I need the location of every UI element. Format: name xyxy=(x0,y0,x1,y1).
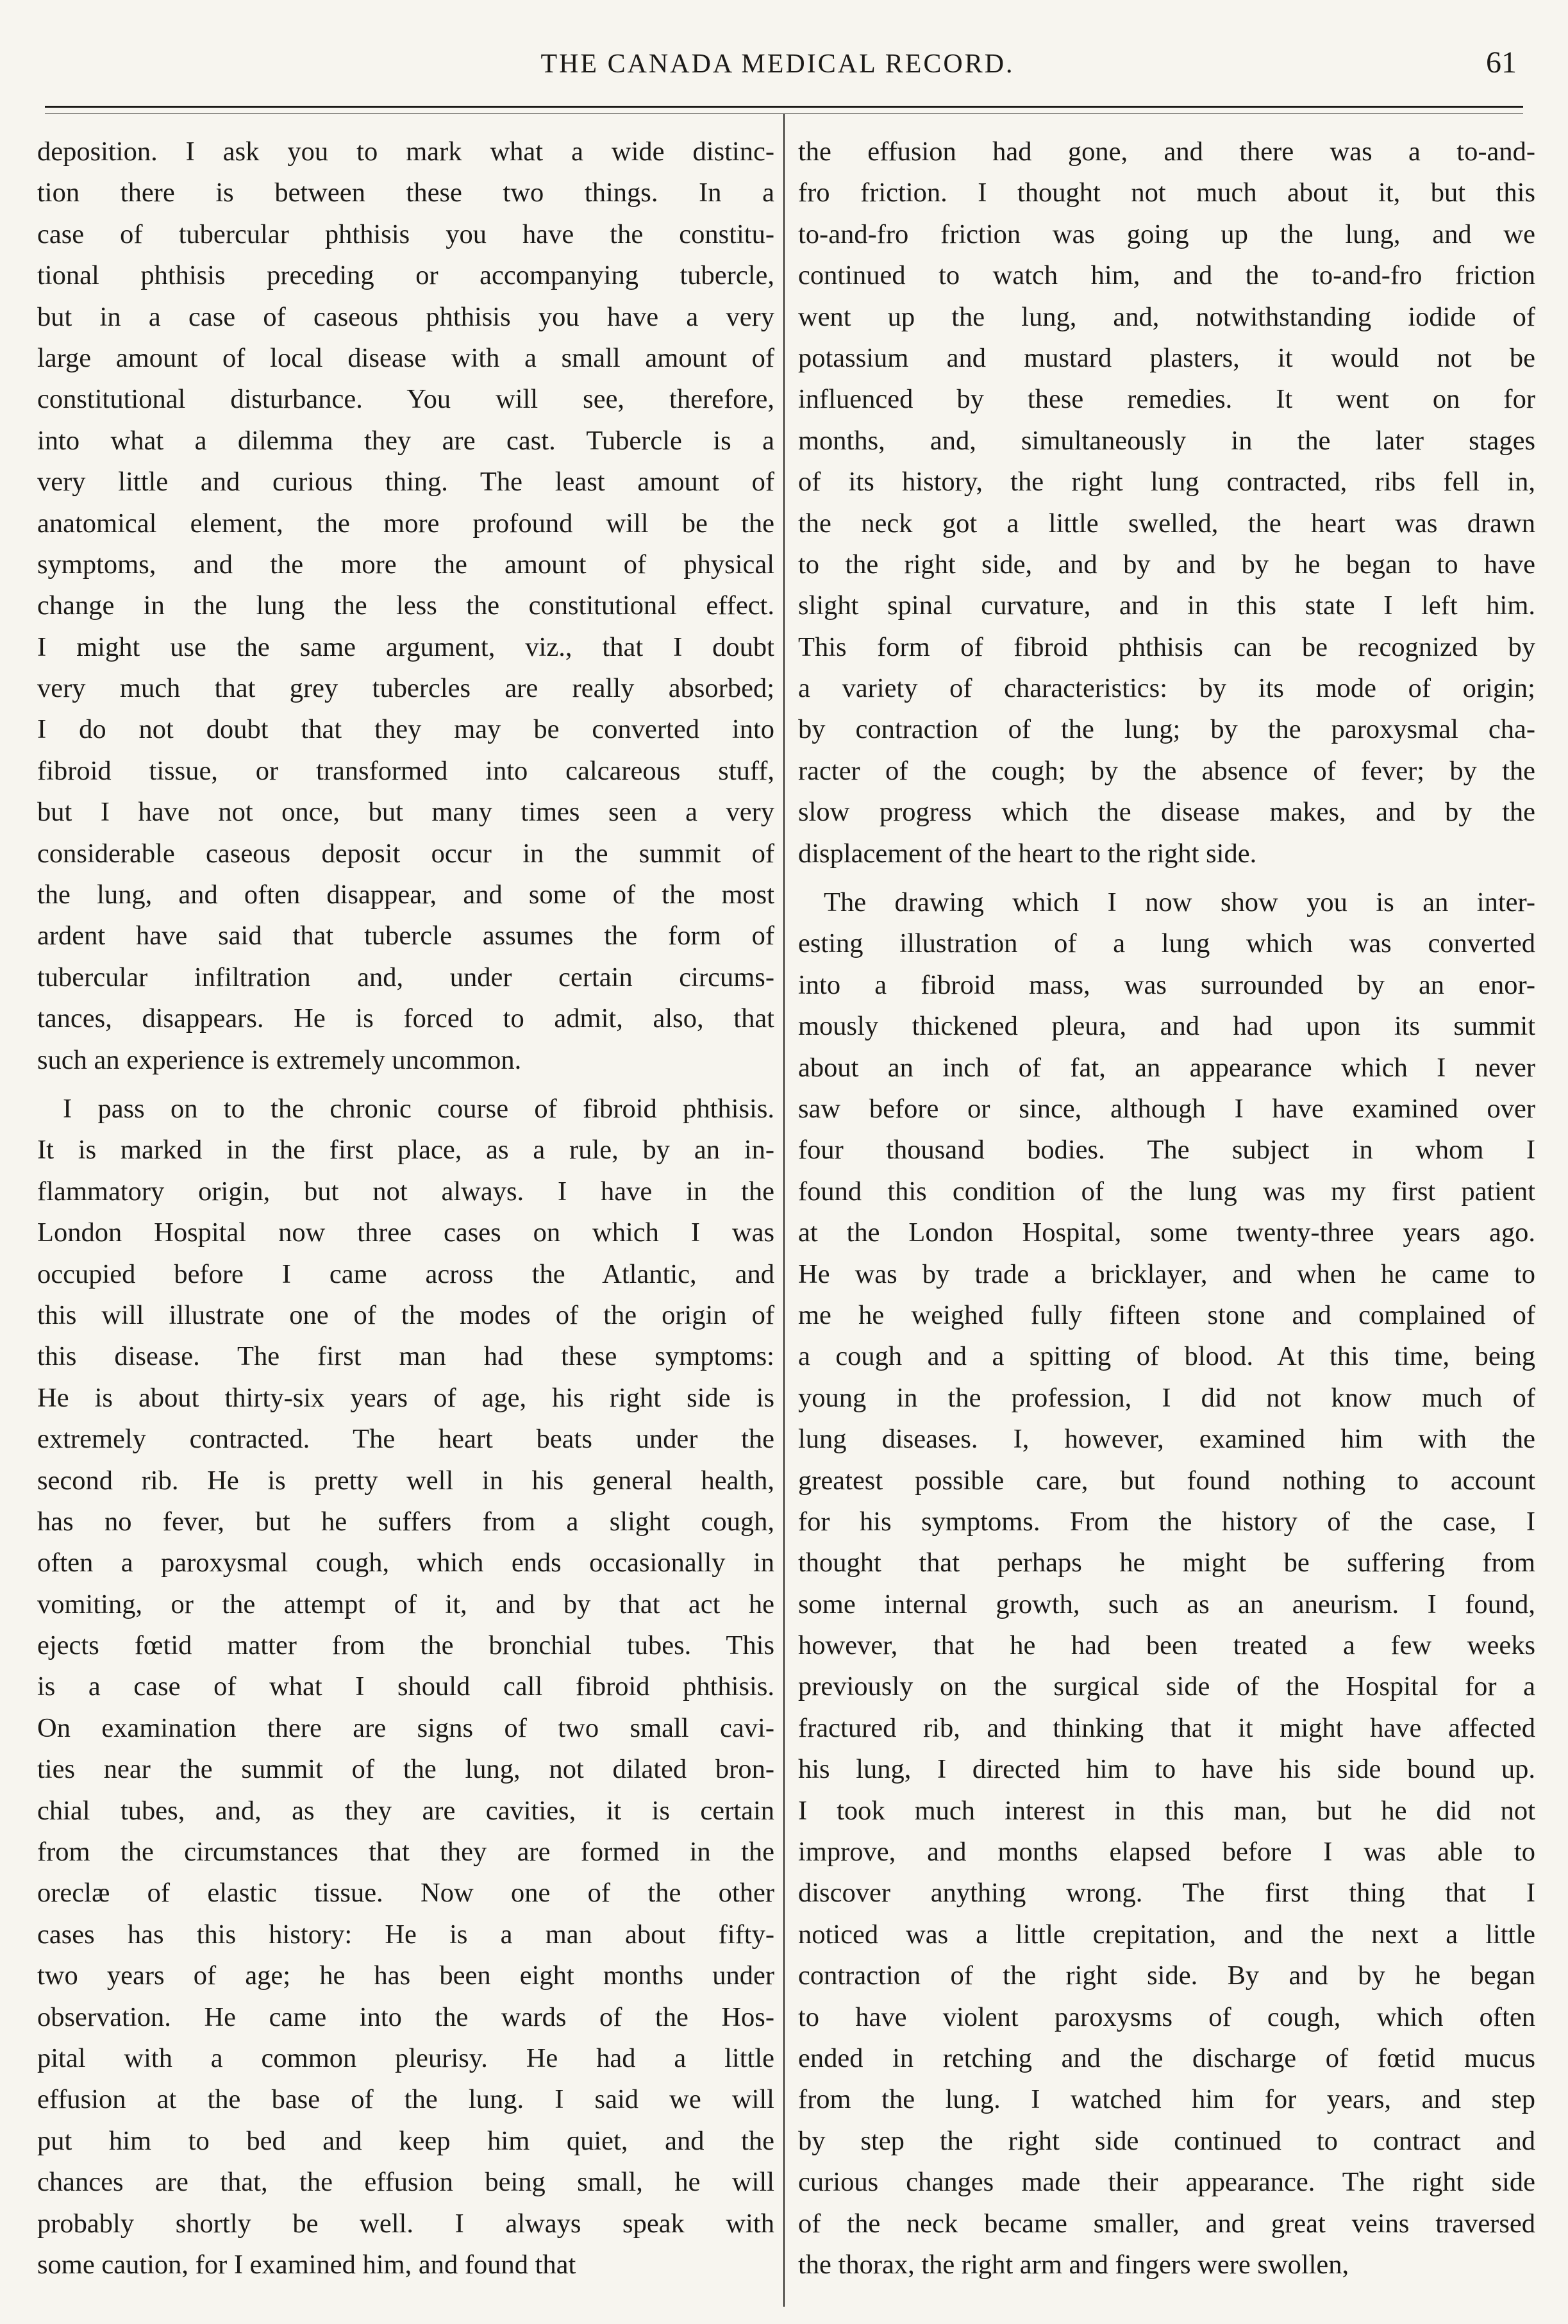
text-line: has no fever, but he suffers from a slight cough, xyxy=(37,1506,774,1537)
text-line: large amount of local disease with a small amount of xyxy=(37,342,774,373)
text-line: extremely contracted. The heart beats under the xyxy=(37,1424,774,1455)
page-number: 61 xyxy=(1486,46,1517,79)
text-line: about an inch of fat, an appearance which I never xyxy=(798,1052,1535,1083)
text-line: fibroid tissue, or transformed into calcareous stuff, xyxy=(37,755,774,786)
text-line: by step the right side continued to contract and xyxy=(798,2125,1535,2156)
text-line: chial tubes, and, as they are cavities, it is certain xyxy=(37,1795,774,1826)
text-line: but in a case of caseous phthisis you have a very xyxy=(37,301,774,332)
left-column xyxy=(37,131,774,2286)
text-line: at the London Hospital, some twenty-three years ago. xyxy=(798,1217,1535,1248)
text-line: second rib. He is pretty well in his general health, xyxy=(37,1465,774,1496)
paragraph-gap xyxy=(798,874,1535,882)
text-line: tances, disappears. He is forced to admit, also, that xyxy=(37,1003,774,1034)
text-line: to the right side, and by and by he began to have xyxy=(798,549,1535,580)
text-line: four thousand bodies. The subject in whom I xyxy=(798,1135,1535,1166)
text-line: tional phthisis preceding or accompanying tubercle, xyxy=(37,260,774,291)
text-line: lung diseases. I, however, examined him with the xyxy=(798,1424,1535,1455)
text-line: On examination there are signs of two small cavi- xyxy=(37,1712,774,1743)
text-line: into what a dilemma they are cast. Tubercle is a xyxy=(37,425,774,456)
text-line: case of tubercular phthisis you have the constitu- xyxy=(37,219,774,249)
text-line: tion there is between these two things. In a xyxy=(37,178,774,208)
text-line: probably shortly be well. I always speak with xyxy=(37,2208,774,2239)
text-line: anatomical element, the more profound will be the xyxy=(37,508,774,539)
text-line: observation. He came into the wards of the Hos- xyxy=(37,2002,774,2032)
text-line: me he weighed fully fifteen stone and complained of xyxy=(798,1300,1535,1330)
text-line: I pass on to the chronic course of fibroid phthisis. xyxy=(63,1093,774,1124)
text-line: mously thickened pleura, and had upon its summit xyxy=(798,1011,1535,1042)
text-line: of its history, the right lung contracted, ribs fell in, xyxy=(798,467,1535,497)
text-line: oreclæ of elastic tissue. Now one of the other xyxy=(37,1878,774,1909)
text-line: This form of fibroid phthisis can be recognized by xyxy=(798,631,1535,662)
text-line: the effusion had gone, and there was a to-and- xyxy=(798,137,1535,167)
text-line: improve, and months elapsed before I was able to xyxy=(798,1837,1535,1868)
text-line: this disease. The first man had these symptoms: xyxy=(37,1341,774,1372)
text-line: however, that he had been treated a few weeks xyxy=(798,1630,1535,1661)
text-line: went up the lung, and, notwithstanding iodide of xyxy=(798,301,1535,332)
text-line: months, and, simultaneously in the later stages xyxy=(798,425,1535,456)
text-line: constitutional disturbance. You will see, therefore, xyxy=(37,384,774,415)
text-line: to have violent paroxysms of cough, which often xyxy=(798,2002,1535,2032)
text-line: for his symptoms. From the history of the case, I xyxy=(798,1506,1535,1537)
text-line: He is about thirty-six years of age, his right side is xyxy=(37,1382,774,1413)
text-line: London Hospital now three cases on which I was xyxy=(37,1217,774,1248)
text-line: the lung, and often disappear, and some of the most xyxy=(37,880,774,910)
column-divider xyxy=(783,114,785,2307)
text-line: thought that perhaps he might be suffering from xyxy=(798,1548,1535,1578)
text-line: from the lung. I watched him for years, and step xyxy=(798,2084,1535,2115)
paragraph xyxy=(798,131,1535,874)
text-line: symptoms, and the more the amount of physical xyxy=(37,549,774,580)
text-line: continued to watch him, and the to-and-fro friction xyxy=(798,260,1535,291)
text-line: cases has this history: He is a man about fifty- xyxy=(37,1919,774,1950)
text-line: pital with a common pleurisy. He had a little xyxy=(37,2043,774,2073)
text-line: slow progress which the disease makes, and by the xyxy=(798,797,1535,828)
text-line: I took much interest in this man, but he did not xyxy=(798,1795,1535,1826)
text-line: a variety of characteristics: by its mode of origin; xyxy=(798,673,1535,704)
text-line: noticed was a little crepitation, and the next a little xyxy=(798,1919,1535,1950)
text-line: fro friction. I thought not much about it, but this xyxy=(798,178,1535,208)
text-line: flammatory origin, but not always. I have in the xyxy=(37,1176,774,1207)
text-line: displacement of the heart to the right side. xyxy=(798,838,1257,869)
text-line: curious changes made their appearance. The right side xyxy=(798,2167,1535,2198)
text-line: from the circumstances that they are formed in the xyxy=(37,1837,774,1868)
text-line: often a paroxysmal cough, which ends occasionally in xyxy=(37,1548,774,1578)
text-line: but I have not once, but many times seen a very xyxy=(37,797,774,828)
text-line: contraction of the right side. By and by he began xyxy=(798,1960,1535,1991)
text-line: such an experience is extremely uncommon. xyxy=(37,1044,522,1075)
text-line: tubercular infiltration and, under certain circums- xyxy=(37,962,774,992)
paragraph-gap xyxy=(37,1081,774,1089)
text-line: by contraction of the lung; by the paroxysmal cha- xyxy=(798,714,1535,745)
paragraph xyxy=(37,131,774,1081)
text-line: He was by trade a bricklayer, and when he came to xyxy=(798,1258,1535,1289)
page-header xyxy=(38,45,1517,90)
text-line: found this condition of the lung was my first patient xyxy=(798,1176,1535,1207)
text-line: very little and curious thing. The least amount of xyxy=(37,467,774,497)
text-line: greatest possible care, but found nothing to account xyxy=(798,1465,1535,1496)
text-line: potassium and mustard plasters, it would not be xyxy=(798,342,1535,373)
text-line: previously on the surgical side of the Hospital for a xyxy=(798,1671,1535,1702)
text-line: chances are that, the effusion being small, he will xyxy=(37,2167,774,2198)
text-line: ejects fœtid matter from the bronchial tubes. This xyxy=(37,1630,774,1661)
text-line: put him to bed and keep him quiet, and the xyxy=(37,2125,774,2156)
text-line: of the neck became smaller, and great veins traversed xyxy=(798,2208,1535,2239)
text-line: effusion at the base of the lung. I said we will xyxy=(37,2084,774,2115)
text-line: ended in retching and the discharge of fœtid mucus xyxy=(798,2043,1535,2073)
text-line: the thorax, the right arm and fingers were swollen, xyxy=(798,2249,1349,2280)
text-line: esting illustration of a lung which was converted xyxy=(798,928,1535,959)
text-line: It is marked in the first place, as a rule, by an in- xyxy=(37,1135,774,1166)
text-line: some caution, for I examined him, and found that xyxy=(37,2249,576,2280)
text-line: fractured rib, and thinking that it might have affected xyxy=(798,1712,1535,1743)
text-line: two years of age; he has been eight months under xyxy=(37,1960,774,1991)
text-line: his lung, I directed him to have his side bound up. xyxy=(798,1754,1535,1785)
text-line: some internal growth, such as an aneurism. I found, xyxy=(798,1589,1535,1619)
text-line: to-and-fro friction was going up the lung, and we xyxy=(798,219,1535,249)
text-line: influenced by these remedies. It went on for xyxy=(798,384,1535,415)
text-line: I might use the same argument, viz., that I doubt xyxy=(37,631,774,662)
paragraph xyxy=(37,1089,774,2286)
text-line: is a case of what I should call fibroid phthisis. xyxy=(37,1671,774,1702)
text-line: the neck got a little swelled, the heart was drawn xyxy=(798,508,1535,539)
text-line: slight spinal curvature, and in this state I left him. xyxy=(798,590,1535,621)
text-line: considerable caseous deposit occur in the summit of xyxy=(37,838,774,869)
text-line: change in the lung the less the constitutional effect. xyxy=(37,590,774,621)
text-line: I do not doubt that they may be converted into xyxy=(37,714,774,745)
text-line: this will illustrate one of the modes of the origin of xyxy=(37,1300,774,1330)
text-line: discover anything wrong. The first thing that I xyxy=(798,1878,1535,1909)
running-title: THE CANADA MEDICAL RECORD. xyxy=(540,49,1015,79)
text-line: deposition. I ask you to mark what a wide distinc- xyxy=(37,137,774,167)
text-line: young in the profession, I did not know much of xyxy=(798,1382,1535,1413)
text-line: saw before or since, although I have examined over xyxy=(798,1093,1535,1124)
text-line: ardent have said that tubercle assumes the form of xyxy=(37,921,774,951)
text-line: racter of the cough; by the absence of fever; by the xyxy=(798,755,1535,786)
right-column xyxy=(798,131,1535,2286)
text-line: a cough and a spitting of blood. At this time, being xyxy=(798,1341,1535,1372)
header-rule xyxy=(45,106,1523,108)
text-line: into a fibroid mass, was surrounded by an enor- xyxy=(798,969,1535,1000)
text-line: ties near the summit of the lung, not dilated bron- xyxy=(37,1754,774,1785)
paragraph xyxy=(798,882,1535,2286)
text-line: occupied before I came across the Atlantic, and xyxy=(37,1258,774,1289)
text-line: very much that grey tubercles are really absorbed; xyxy=(37,673,774,704)
text-line: vomiting, or the attempt of it, and by that act he xyxy=(37,1589,774,1619)
text-line: The drawing which I now show you is an inter- xyxy=(824,887,1535,918)
